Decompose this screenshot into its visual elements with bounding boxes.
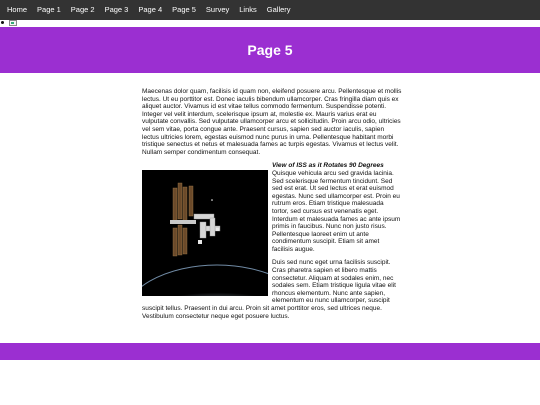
nav-link-page-2[interactable]: Page 2 <box>70 5 95 14</box>
intro-paragraph: Maecenas dolor quam, facilisis id quam non, eleifend posuere arcu. Pellentesque et mollis lectus. Ut eu porttitor est. Donec iaculis bibendum ullamcorper. Cras fringilla diam quis ex aliquet auctor. Vivamus id est vitae tellus commodo fermentum. Suspendisse potenti. Integer vel velit interdum, scelerisque ipsum at, molestie ex. Mauris varius erat eu vulputate convallis. Sed vulputate ullamcorper arcu et sollicitudin. Proin arcu odio, ultricies vel sem vitae, porta congue ante. Praesent cursus, sapien sed auctor iaculis, sapien lectus ultricies lorem, egestas euismod nunc purus in urna. Pellentesque habitant morbi tristique senectus et netus et malesuada fames ac turpis egestas. Vivamus et lectus velit. Nullam semper condimentum consequat. <box>142 88 402 156</box>
nav-link-gallery[interactable]: Gallery <box>266 5 291 14</box>
nav-link-page-1[interactable]: Page 1 <box>37 5 61 14</box>
broken-image-icon[interactable] <box>9 20 17 26</box>
body-paragraph-2: Quisque vehicula arcu sed gravida lacinia. Sed scelerisque fermentum tincidunt. Sed sed est erat. Ut sed lectus et erat euismod egestas. Nunc sed ullamcorper est. Proin eu rutrum eros. Etiam tristique malesuada tortor, sed cursus est venenatis eget. Interdum et malesuada fames ac ante ipsum primis in faucibus. Nunc non justo risus. Pellentesque laoreet enim ut ante condimentum suscipit. Etiam sit amet facilisis augue. <box>272 169 401 253</box>
nav-link-links[interactable]: Links <box>239 5 257 14</box>
page-title: Page 5 <box>247 42 293 58</box>
nav-link-survey[interactable]: Survey <box>205 5 230 14</box>
nav-link-page-4[interactable]: Page 4 <box>138 5 163 14</box>
list-bullet <box>1 21 4 24</box>
body-paragraph-3: Duis sed nunc eget urna facilisis suscipit. Cras pharetra sapien et libero mattis consectetur. Aliquam at sodales enim, nec sodales sem. Etiam tristique ligula vitae elit rhoncus elementum. Nunc ante sapien, elementum eu nunc ullamcorper, suscipit suscipit tellus. Praesent in dui arcu. Proin sit amet porttitor eros, sed ultrices neque. Vestibulum consectetur neque eget posuere luctus. <box>142 259 396 320</box>
image-caption: View of ISS as it Rotates 90 Degrees <box>272 162 384 170</box>
iss-photo <box>142 170 268 296</box>
broken-image-row <box>0 20 540 27</box>
main-content <box>142 88 402 320</box>
nav-link-home[interactable]: Home <box>7 5 28 14</box>
page-banner <box>0 27 540 73</box>
top-navbar <box>0 0 540 20</box>
iss-figure <box>142 170 268 296</box>
nav-link-page-5[interactable]: Page 5 <box>172 5 196 14</box>
nav-link-page-3[interactable]: Page 3 <box>104 5 129 14</box>
page-footer <box>0 343 540 360</box>
